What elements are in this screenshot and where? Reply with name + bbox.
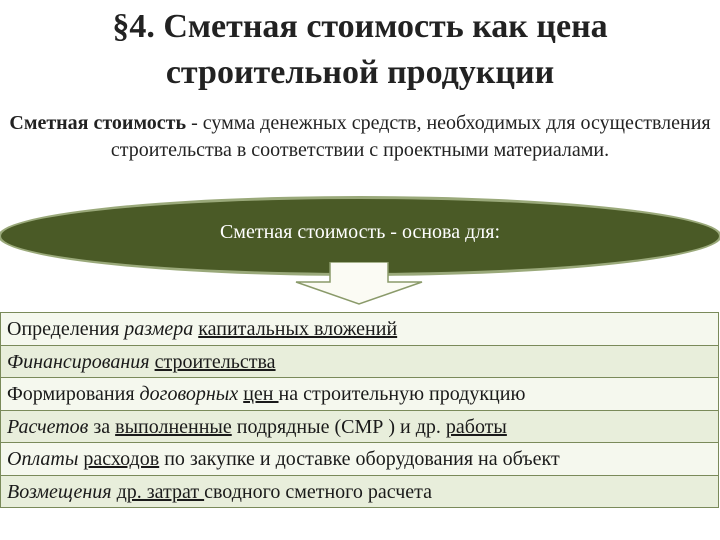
list-item-text: сводного сметного расчета [204,480,433,503]
list-item-text: выполненные [115,415,232,438]
list-item [0,346,719,379]
list-item-text: капитальных вложений [198,318,398,340]
list-item [0,476,719,509]
list-item [0,378,719,411]
title-line-2: строительной продукции [165,54,555,91]
list-item-text: строительства [154,350,276,373]
list-item-text: расходов [83,448,160,470]
definition-text: - сумма денежных средств, необходимых для осуществления строительства в соответствии с проектными материалами. [110,112,711,161]
list-item-text: Оплаты [7,448,79,470]
list-item-text: на строительную продукцию [278,383,526,405]
list-item-text: работы [445,415,507,438]
down-arrow-icon [294,262,424,306]
definition-term: Сметная стоимость [9,112,187,134]
list-item-text: по закупке и доставке оборудования на объект [159,448,560,470]
list-item-text: Финансирования [7,350,150,373]
list-item [0,313,719,346]
list-item [0,411,719,444]
page-title [0,4,720,96]
definition-paragraph [6,110,714,164]
list-item-text: договорных [139,383,239,405]
list-item-text: Возмещения [7,480,112,503]
list-item [0,443,719,476]
title-line-1: §4. Сметная стоимость как цена [112,8,608,45]
list-item-text: Определения [7,318,125,340]
list-item-text: цен [243,383,279,405]
uses-list [0,312,719,508]
list-item-text: за [88,415,116,438]
list-item-text: Расчетов [7,415,89,438]
list-item-text: подрядные (СМР ) и др. [231,415,446,438]
basis-ellipse-label: Сметная стоимость - основа для: [219,221,501,243]
list-item-text: Формирования [7,383,140,405]
list-item-text: размера [124,318,194,340]
list-item-text: др. затрат [116,480,205,503]
